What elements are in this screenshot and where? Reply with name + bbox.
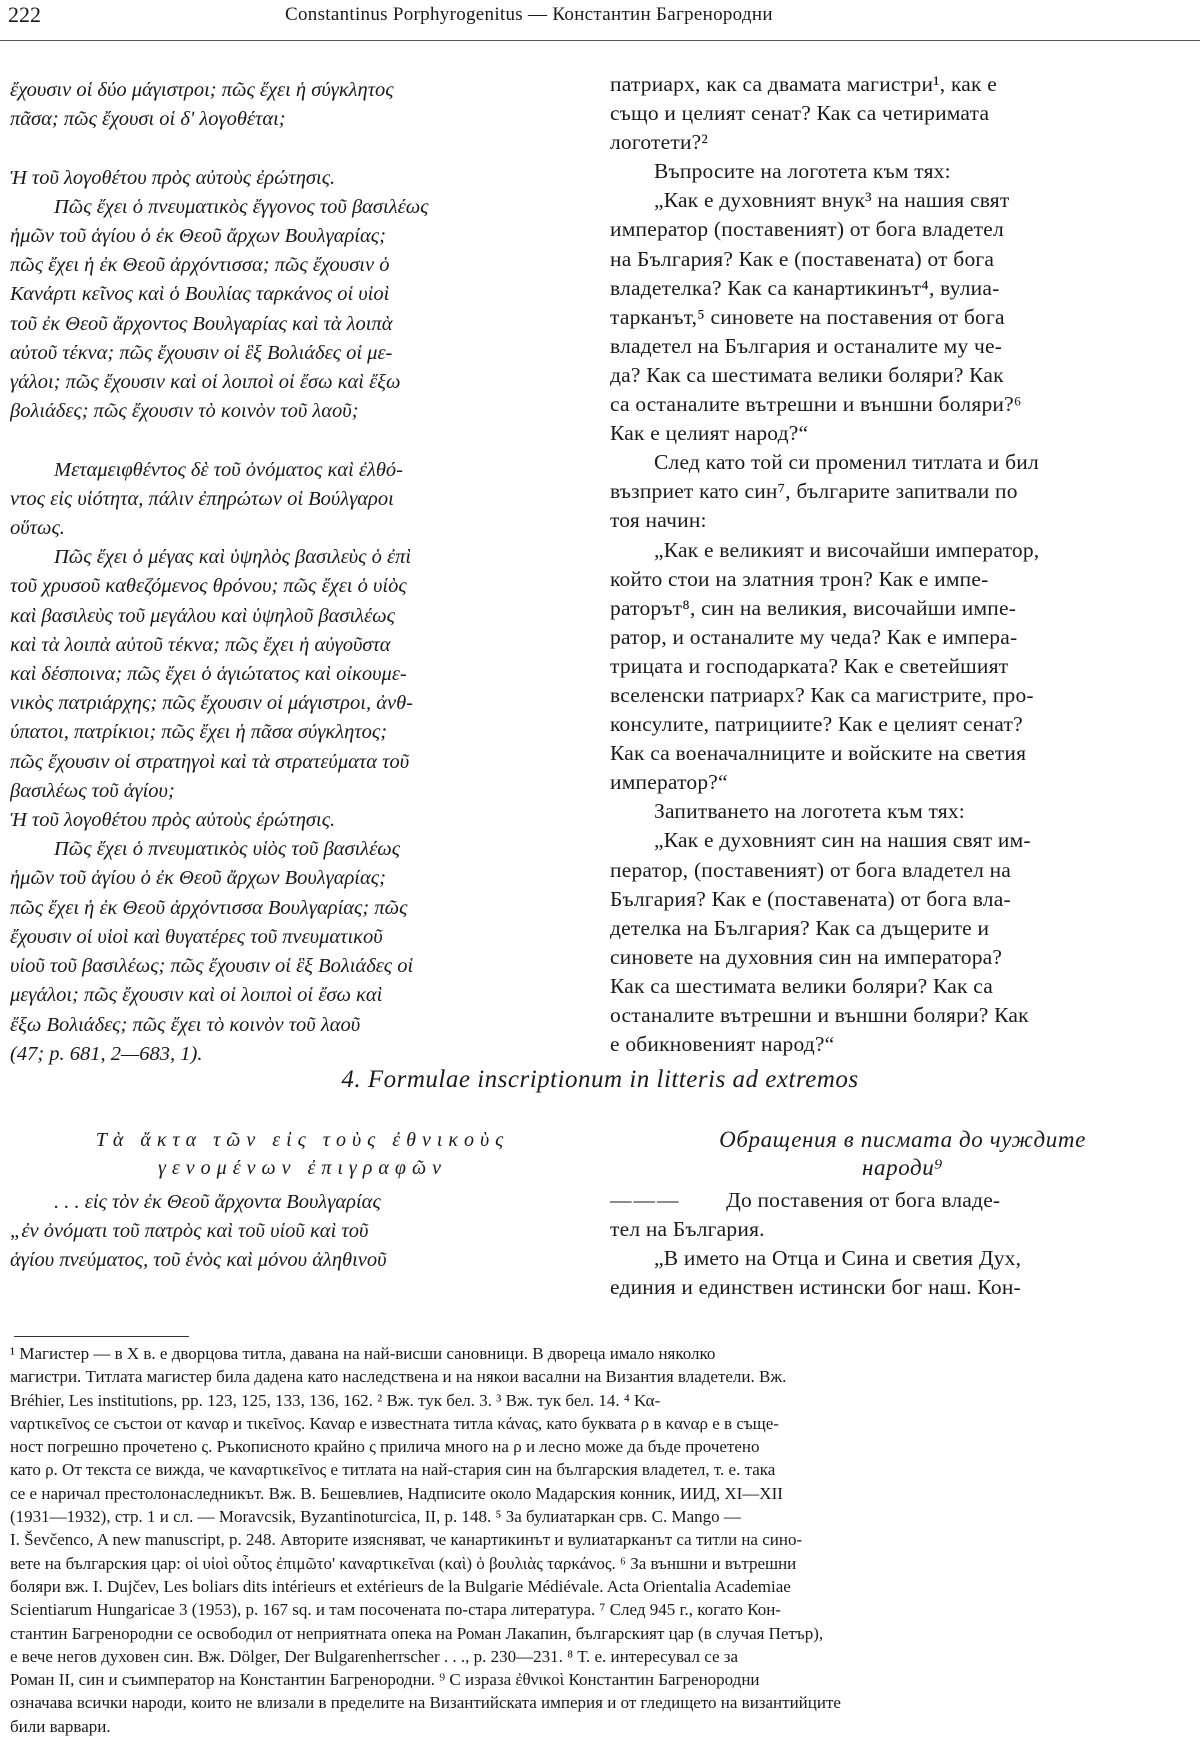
page-number: 222 <box>8 2 41 27</box>
greek-text-line: πᾶσα; πῶς ἔχουσι οἱ δʹ λογοθέται; <box>10 108 286 131</box>
bulgarian-text-line: Запитването на логотета към тях: <box>654 799 965 824</box>
greek-text-line: Κανάρτι κεῖνος καὶ ὁ Βουλίας ταρκάνος οἱ υἱοὶ <box>10 283 390 306</box>
footnote-line: ¹ Магистер — в X в. е дворцова титла, давана на най-висши сановници. В двореца имало няколко <box>10 1344 716 1363</box>
footnote-line: като ρ. От текста се вижда, че καναρτικεῖνος е титлата на най-стария син на българския владетел, т. е. така <box>10 1460 776 1480</box>
bulgarian-text-line: България? Как е (поставената) от бога вла- <box>610 886 1011 911</box>
greek-text-line: βασιλέως τοῦ ἁγίου; <box>10 779 175 802</box>
bulgarian-text-line: След като той си променил титлата и бил <box>654 450 1039 475</box>
greek-text-line: Πῶς ἔχει ὁ πνευματικὸς υἱὸς τοῦ βασιλέως <box>54 838 401 861</box>
bulgarian-text-line: вселенски патриарх? Как са магистрите, про- <box>610 682 1034 707</box>
bulgarian-text-line: „Как е духовният син на нашия свят им- <box>654 828 1031 853</box>
bulgarian-text-line: тоя начин: <box>610 508 707 533</box>
bulgarian-text-line: който стои на златния трон? Как е импе- <box>610 566 989 591</box>
greek-inscription-text <box>10 1188 595 1276</box>
greek-text-line: καὶ τὰ λοιπὰ αὐτοῦ τέκνα; πῶς ἔχει ἡ αὐγοῦστα <box>10 633 391 656</box>
greek-text-line: πῶς ἔχουσιν οἱ στρατηγοὶ καὶ τὰ στρατεύματα τοῦ <box>10 750 410 773</box>
footnote-line: били варвари. <box>10 1716 111 1736</box>
greek-text-line: πῶς ἔχει ἡ ἐκ Θεοῦ ἀρχόντισσα Βουλγαρίας; πῶς <box>10 896 408 919</box>
greek-text-line: Πῶς ἔχει ὁ πνευματικὸς ἔγγονος τοῦ βασιλέως <box>54 195 429 218</box>
bulgarian-text-line: владетел на България и останалите му че- <box>610 333 1003 358</box>
bulgarian-inscriptions-block <box>610 1126 1195 1302</box>
dash-mark: ——— <box>610 1188 681 1212</box>
bulgarian-text-line: логотети?² <box>610 130 709 155</box>
greek-text-line: ἔξω Βολιάδες; πῶς ἔχει τὸ κοινὸν τοῦ λαοῦ <box>10 1013 361 1036</box>
bulgarian-text-line: са останалите вътрешни и външни боляри?⁶ <box>610 392 1022 417</box>
bulgarian-text-line: възприет като син⁷, българите запитвали по <box>610 479 1018 504</box>
footnote-line: Роман II, син и съимператор на Константин Багренородни. ⁹ С израза ἐθνικοὶ Константин Багренородни <box>10 1670 760 1690</box>
bulgarian-text-line: Как е целият народ?“ <box>610 421 809 446</box>
bulgarian-text-line: Как са военачалниците и войските на светия <box>610 741 1027 766</box>
text-line: „В името на Отца и Сина и светия Дух, <box>654 1246 1022 1271</box>
greek-text-line: Ἡ τοῦ λογοθέτου πρὸς αὐτοὺς ἐρώτησις. <box>10 166 336 189</box>
bulgarian-inscription-text <box>610 1186 1195 1302</box>
section-title: 4. Formulae inscriptionum in litteris ad extremos <box>341 1066 859 1093</box>
footnote-line: стантин Багренородни се освободил от неприятната опека на Роман Лакапин, българският цар (в случая Петър), <box>10 1623 824 1643</box>
greek-text-line: νικὸς πατριάρχης; πῶς ἔχουσιν οἱ μάγιστροι, ἀνθ- <box>10 692 413 715</box>
greek-inscription-line: „ἐν ὀνόματι τοῦ πατρὸς καὶ τοῦ υἱοῦ καὶ τοῦ <box>10 1220 369 1243</box>
greek-text-line: βολιάδες; πῶς ἔχουσιν τὸ κοινὸν τοῦ λαοῦ; <box>10 400 359 423</box>
bulgarian-text-line: патриарх, как са двамата магистри¹, как е <box>610 72 997 96</box>
bulgarian-text-line: император?“ <box>610 770 728 795</box>
greek-text-line <box>10 134 595 163</box>
footnote-line: I. Ševčenco, A new manuscript, p. 248. Авторите изясняват, че канартикинът и вулиатарканът са титли на сино- <box>10 1530 803 1550</box>
greek-text-line: καὶ δέσποινα; πῶς ἔχει ὁ ἁγιώτατος καὶ οἰκουμε- <box>10 663 407 686</box>
greek-text-line: Μεταμειφθέντος δὲ τοῦ ὀνόματος καὶ ἐλθό- <box>54 458 403 481</box>
bulgarian-text-line: да? Как са шестимата велики боляри? Как <box>610 362 1004 387</box>
footnote-line: боляри вж. I. Dujčev, Les boliars dits intérieurs et extérieurs de la Bulgarie Médiévale. Acta Orientalia Academiae <box>10 1576 791 1596</box>
bulgarian-text-line: „Как е великият и височайши император, <box>654 537 1040 562</box>
greek-inscriptions-block <box>10 1126 595 1276</box>
greek-heading-line-2: γενομένων ἐπιγραφῶν <box>158 1157 447 1179</box>
greek-text-line: ἡμῶν τοῦ ἁγίου ὁ ἐκ Θεοῦ ἄρχων Βουλγαρίας; <box>10 867 386 890</box>
greek-text-line: καὶ βασιλεὺς τοῦ μεγάλου καὶ ὑψηλοῦ βασιλέως <box>10 604 395 627</box>
greek-text-line: πῶς ἔχει ἡ ἐκ Θεοῦ ἀρχόντισσα; πῶς ἔχουσιν ὁ <box>10 254 390 277</box>
footnote-line: е вече негов духовен син. Вж. Dölger, Der Bulgarenherrscher . . ., p. 230—231. ⁸ Т. е. интересувал се за <box>10 1646 739 1666</box>
greek-text-line: ύπατοι, πατρίκιοι; πῶς ἔχει ἡ πᾶσα σύγκλητος; <box>10 721 388 744</box>
greek-text-line: ντος εἰς υἱότητα, πάλιν ἐπηρώτων οἱ Βούλγαροι <box>10 487 394 510</box>
greek-text-column <box>10 76 595 1069</box>
greek-text-line: οὕτως. <box>10 517 65 540</box>
text-line <box>610 1186 1195 1215</box>
bulgarian-text-line: Как са шестимата велики боляри? Как са <box>610 973 993 998</box>
bulgarian-text-line: Въпросите на логотета към тях: <box>654 159 951 184</box>
header-rule <box>0 40 1200 41</box>
bulgarian-text-line: също и целият сенат? Как са четиримата <box>610 101 990 126</box>
greek-text-line: ἔχουσιν οἱ δύο μάγιστροι; πῶς ἔχει ἡ σύγκλητος <box>10 79 394 101</box>
greek-text-line: τοῦ χρυσοῦ καθεζόμενος θρόνου; πῶς ἔχει ὁ υἱὸς <box>10 575 407 598</box>
greek-text-line: Ἡ τοῦ λογοθέτου πρὸς αὐτοὺς ἐρώτησις. <box>10 809 336 832</box>
greek-text-line: μεγάλοι; πῶς ἔχουσιν καὶ οἱ λοιποὶ οἱ ἔσω καὶ <box>10 984 383 1007</box>
bulgarian-text-line: ператор, (поставеният) от бога владетел на <box>610 857 1012 882</box>
footnotes <box>10 1342 1190 1738</box>
bulgarian-text-line: консулите, патрициите? Как е целият сенат? <box>610 712 1023 737</box>
footnote-rule <box>14 1336 189 1337</box>
footnote-line: (1931—1932), стр. 1 и сл. — Moravcsik, Byzantinoturcica, II, p. 148. ⁵ За булиатаркан срв. C. Mango — <box>10 1507 741 1527</box>
text-line-content: До поставения от бога владе- <box>726 1188 1001 1212</box>
bulgarian-text-line: трицата и господарката? Как е светейшият <box>610 653 1009 678</box>
footnote-line: вете на българския цар: οἱ υἱοὶ οὗτος ἐπιμῶτο' καναρτικεῖναι (καὶ) ὁ βουλιὰς ταρκάνος. ⁶ За външни и вътрешни <box>10 1553 797 1573</box>
greek-inscription-line: ἁγίου πνεύματος, τοῦ ἑνὸς καὶ μόνου ἀληθινοῦ <box>10 1249 387 1272</box>
footnote-line: означава всички народи, които не влизали в пределите на Византийската империя и от гледището на византийците <box>10 1693 841 1713</box>
bulgarian-text-line: на България? Как е (поставената) от бога <box>610 246 995 271</box>
greek-text-line <box>10 426 595 455</box>
greek-inscription-line: . . . εἰς τὸν ἐκ Θεοῦ ἄρχοντα Βουλγαρίας <box>54 1191 381 1213</box>
bulgarian-translation-column <box>610 70 1195 1059</box>
bulgarian-text-line: владетелка? Как са канартикинът⁴, вулиа- <box>610 275 1000 300</box>
text-line: единия и единствен истински бог наш. Кон- <box>610 1275 1021 1300</box>
footnote-line: Bréhier, Les institutions, pp. 123, 125, 133, 136, 162. ² Вж. тук бел. 3. ³ Вж. тук бел. 14. ⁴ Κα- <box>10 1390 661 1410</box>
page-header <box>0 2 1200 36</box>
bulgarian-heading-line-2: народи⁹ <box>862 1155 943 1180</box>
greek-heading-line-1: Τὰ ἄκτα τῶν εἰς τοὺς ἐθνικοὺς <box>95 1129 510 1151</box>
greek-text-line: αὐτοῦ τέκνα; πῶς ἔχουσιν οἱ ἓξ Βολιάδες οἱ με- <box>10 341 393 364</box>
bulgarian-text-line: император (поставеният) от бога владетел <box>610 217 1004 242</box>
footnote-line: ναρτικεῖνος се състои от καναρ и τικεῖνος. Καναρ е известната титла κάνας, като буквата ρ в καναρ е в съще- <box>10 1413 779 1433</box>
bulgarian-text-line: ратор, и останалите му чеда? Как е импера- <box>610 624 1018 649</box>
greek-text-line: γάλοι; πῶς ἔχουσιν καὶ οἱ λοιποὶ οἱ ἔσω καὶ ἔξω <box>10 371 401 394</box>
text-line: тел на България. <box>610 1217 765 1242</box>
bulgarian-text-line: „Как е духовният внук³ на нашия свят <box>654 188 1010 213</box>
bulgarian-text-line: детелка на България? Как са дъщерите и <box>610 915 990 940</box>
greek-text-line: Πῶς ἔχει ὁ μέγας καὶ ὑψηλὸς βασιλεὺς ὁ ἐπὶ <box>54 546 412 569</box>
bulgarian-text-line: синовете на духовния син на императора? <box>610 944 1003 969</box>
bulgarian-text-line: раторът⁸, син на великия, височайши импе- <box>610 595 1017 620</box>
bulgarian-text-line: тарканът,⁵ синовете на поставения от бога <box>610 304 1005 329</box>
footnote-line: ност погрешно прочетено ς. Ръкописното крайно ς прилича много на ρ и лесно може да бъде прочетено <box>10 1437 760 1457</box>
greek-text-line: (47; p. 681, 2—683, 1). <box>10 1042 203 1065</box>
bulgarian-heading-line-1: Обращения в писмата до чуждите <box>719 1127 1086 1152</box>
bulgarian-text-line: останалите вътрешни и външни боляри? Как <box>610 1003 1029 1027</box>
greek-text-line: υἱοῦ τοῦ βασιλέως; πῶς ἔχουσιν οἱ ἓξ Βολιάδες οἱ <box>10 955 414 978</box>
footnote-line: се е наричал престолонаследникът. Вж. В. Бешевлиев, Надписите около Мадарския конник, ИИД, XI—XII <box>10 1483 783 1503</box>
bulgarian-text-line: е обикновеният народ?“ <box>610 1032 835 1057</box>
running-title: Constantinus Porphyrogenitus — Константин Багренородни <box>285 4 773 25</box>
footnote-line: Scientiarum Hungaricae 3 (1953), p. 167 sq. и там посочената по-стара литература. ⁷ След 945 г., когато Кон- <box>10 1600 781 1620</box>
footnote-line: магистри. Титлата магистер била дадена като наследствена и на някои васални на Византия владетели. Вж. <box>10 1367 787 1387</box>
greek-text-line: ἡμῶν τοῦ ἁγίου ὁ ἐκ Θεοῦ ἄρχων Βουλγαρίας; <box>10 225 386 248</box>
greek-text-line: ἔχουσιν οἱ υἱοὶ καὶ θυγατέρες τοῦ πνευματικοῦ <box>10 925 383 948</box>
greek-text-line: τοῦ ἐκ Θεοῦ ἄρχοντος Βουλγαρίας καὶ τὰ λοιπὰ <box>10 312 393 335</box>
